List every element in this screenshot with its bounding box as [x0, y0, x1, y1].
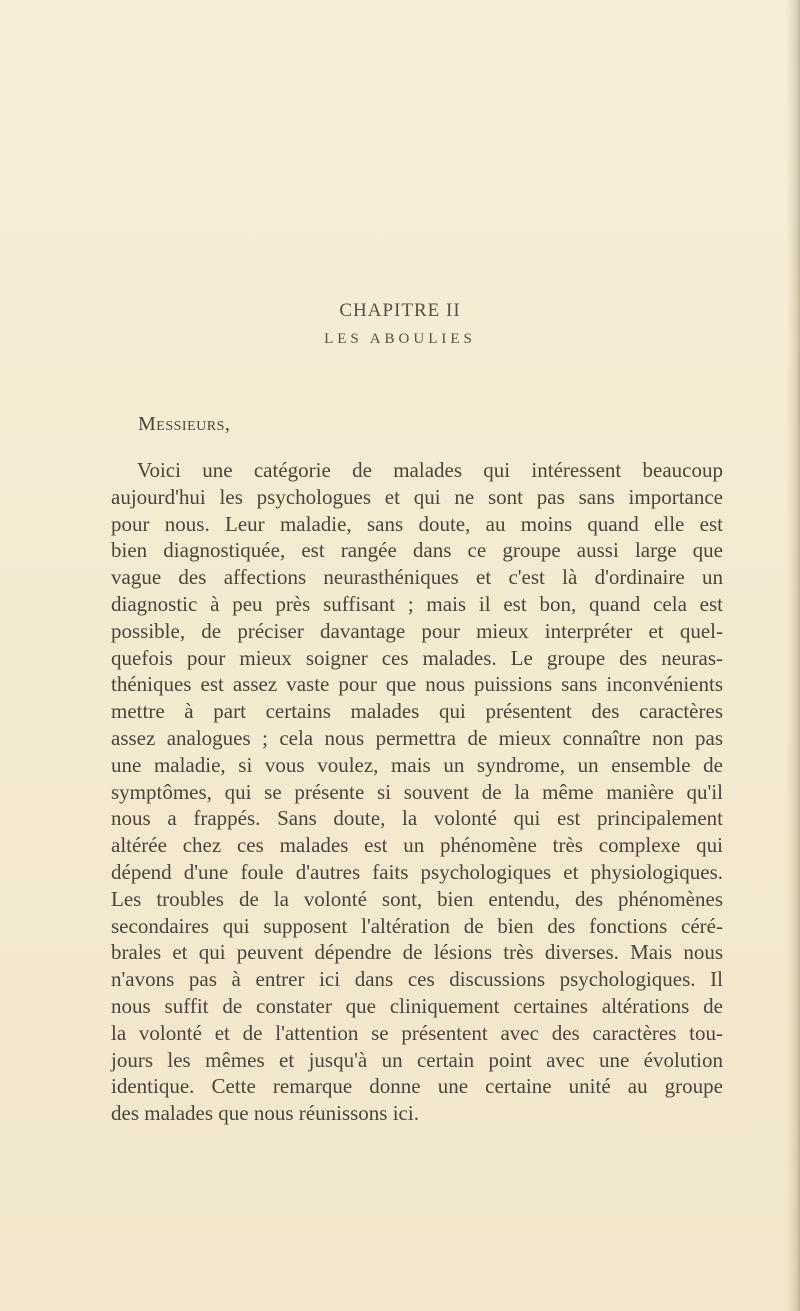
paragraph-line: Voici une catégorie de malades qui intéressent beaucoup: [137, 458, 723, 482]
chapter-heading: CHAPITRE II: [339, 300, 461, 321]
paragraph-line: bien diagnostiquée, est rangée dans ce groupe aussi large que: [111, 538, 723, 563]
paragraph-line: assez analogues ; cela nous permettra de mieux connaître non pas: [111, 725, 723, 750]
paragraph-line: identique. Cette remarque donne une certaine unité au groupe: [111, 1074, 723, 1099]
chapter-title: LES ABOULIES: [324, 331, 476, 347]
paragraph-line: la volonté et de l'attention se présentent avec des caractères tou-: [111, 1020, 723, 1045]
paragraph-line: quefois pour mieux soigner ces malades. Le groupe des neuras-: [111, 645, 723, 670]
paragraph-line: jours les mêmes et jusqu'à un certain point avec une évolution: [111, 1047, 723, 1072]
paragraph-line: aujourd'hui les psychologues et qui ne sont pas sans importance: [111, 484, 723, 509]
paragraph-line: altérée chez ces malades est un phénomène très complexe qui: [111, 833, 723, 858]
paragraph-line: Les troubles de la volonté sont, bien entendu, des phénomènes: [111, 886, 723, 911]
page-edge-shadow: [786, 0, 800, 1311]
paragraph-line: théniques est assez vaste pour que nous puissions sans inconvénients: [111, 672, 723, 697]
paragraph-line: mettre à part certains malades qui présentent des caractères: [111, 699, 723, 724]
paragraph-line: possible, de préciser davantage pour mieux interpréter et quel-: [111, 618, 723, 643]
salutation: Messieurs,: [138, 413, 231, 435]
paragraph-line: une maladie, si vous voulez, mais un syndrome, un ensemble de: [111, 752, 723, 777]
paragraph-line: dépend d'une foule d'autres faits psychologiques et physiologiques.: [111, 859, 723, 884]
paragraph-line: diagnostic à peu près suffisant ; mais il est bon, quand cela est: [111, 591, 723, 616]
paragraph-line: symptômes, qui se présente si souvent de la même manière qu'il: [111, 779, 723, 804]
paragraph-line: nous a frappés. Sans doute, la volonté qui est principalement: [111, 806, 723, 831]
paragraph-line: vague des affections neurasthéniques et c'est là d'ordinaire un: [111, 565, 723, 590]
paragraph-line: n'avons pas à entrer ici dans ces discussions psychologiques. Il: [111, 967, 723, 992]
paragraph-line: nous suffit de constater que cliniquement certaines altérations de: [111, 993, 723, 1018]
paragraph-line: des malades que nous réunissons ici.: [111, 1101, 419, 1126]
body-paragraph: [111, 457, 723, 1127]
paragraph-line: pour nous. Leur maladie, sans doute, au moins quand elle est: [111, 511, 723, 536]
paragraph-line: brales et qui peuvent dépendre de lésions très diverses. Mais nous: [111, 940, 723, 965]
paragraph-line: secondaires qui supposent l'altération de bien des fonctions céré-: [111, 913, 723, 938]
